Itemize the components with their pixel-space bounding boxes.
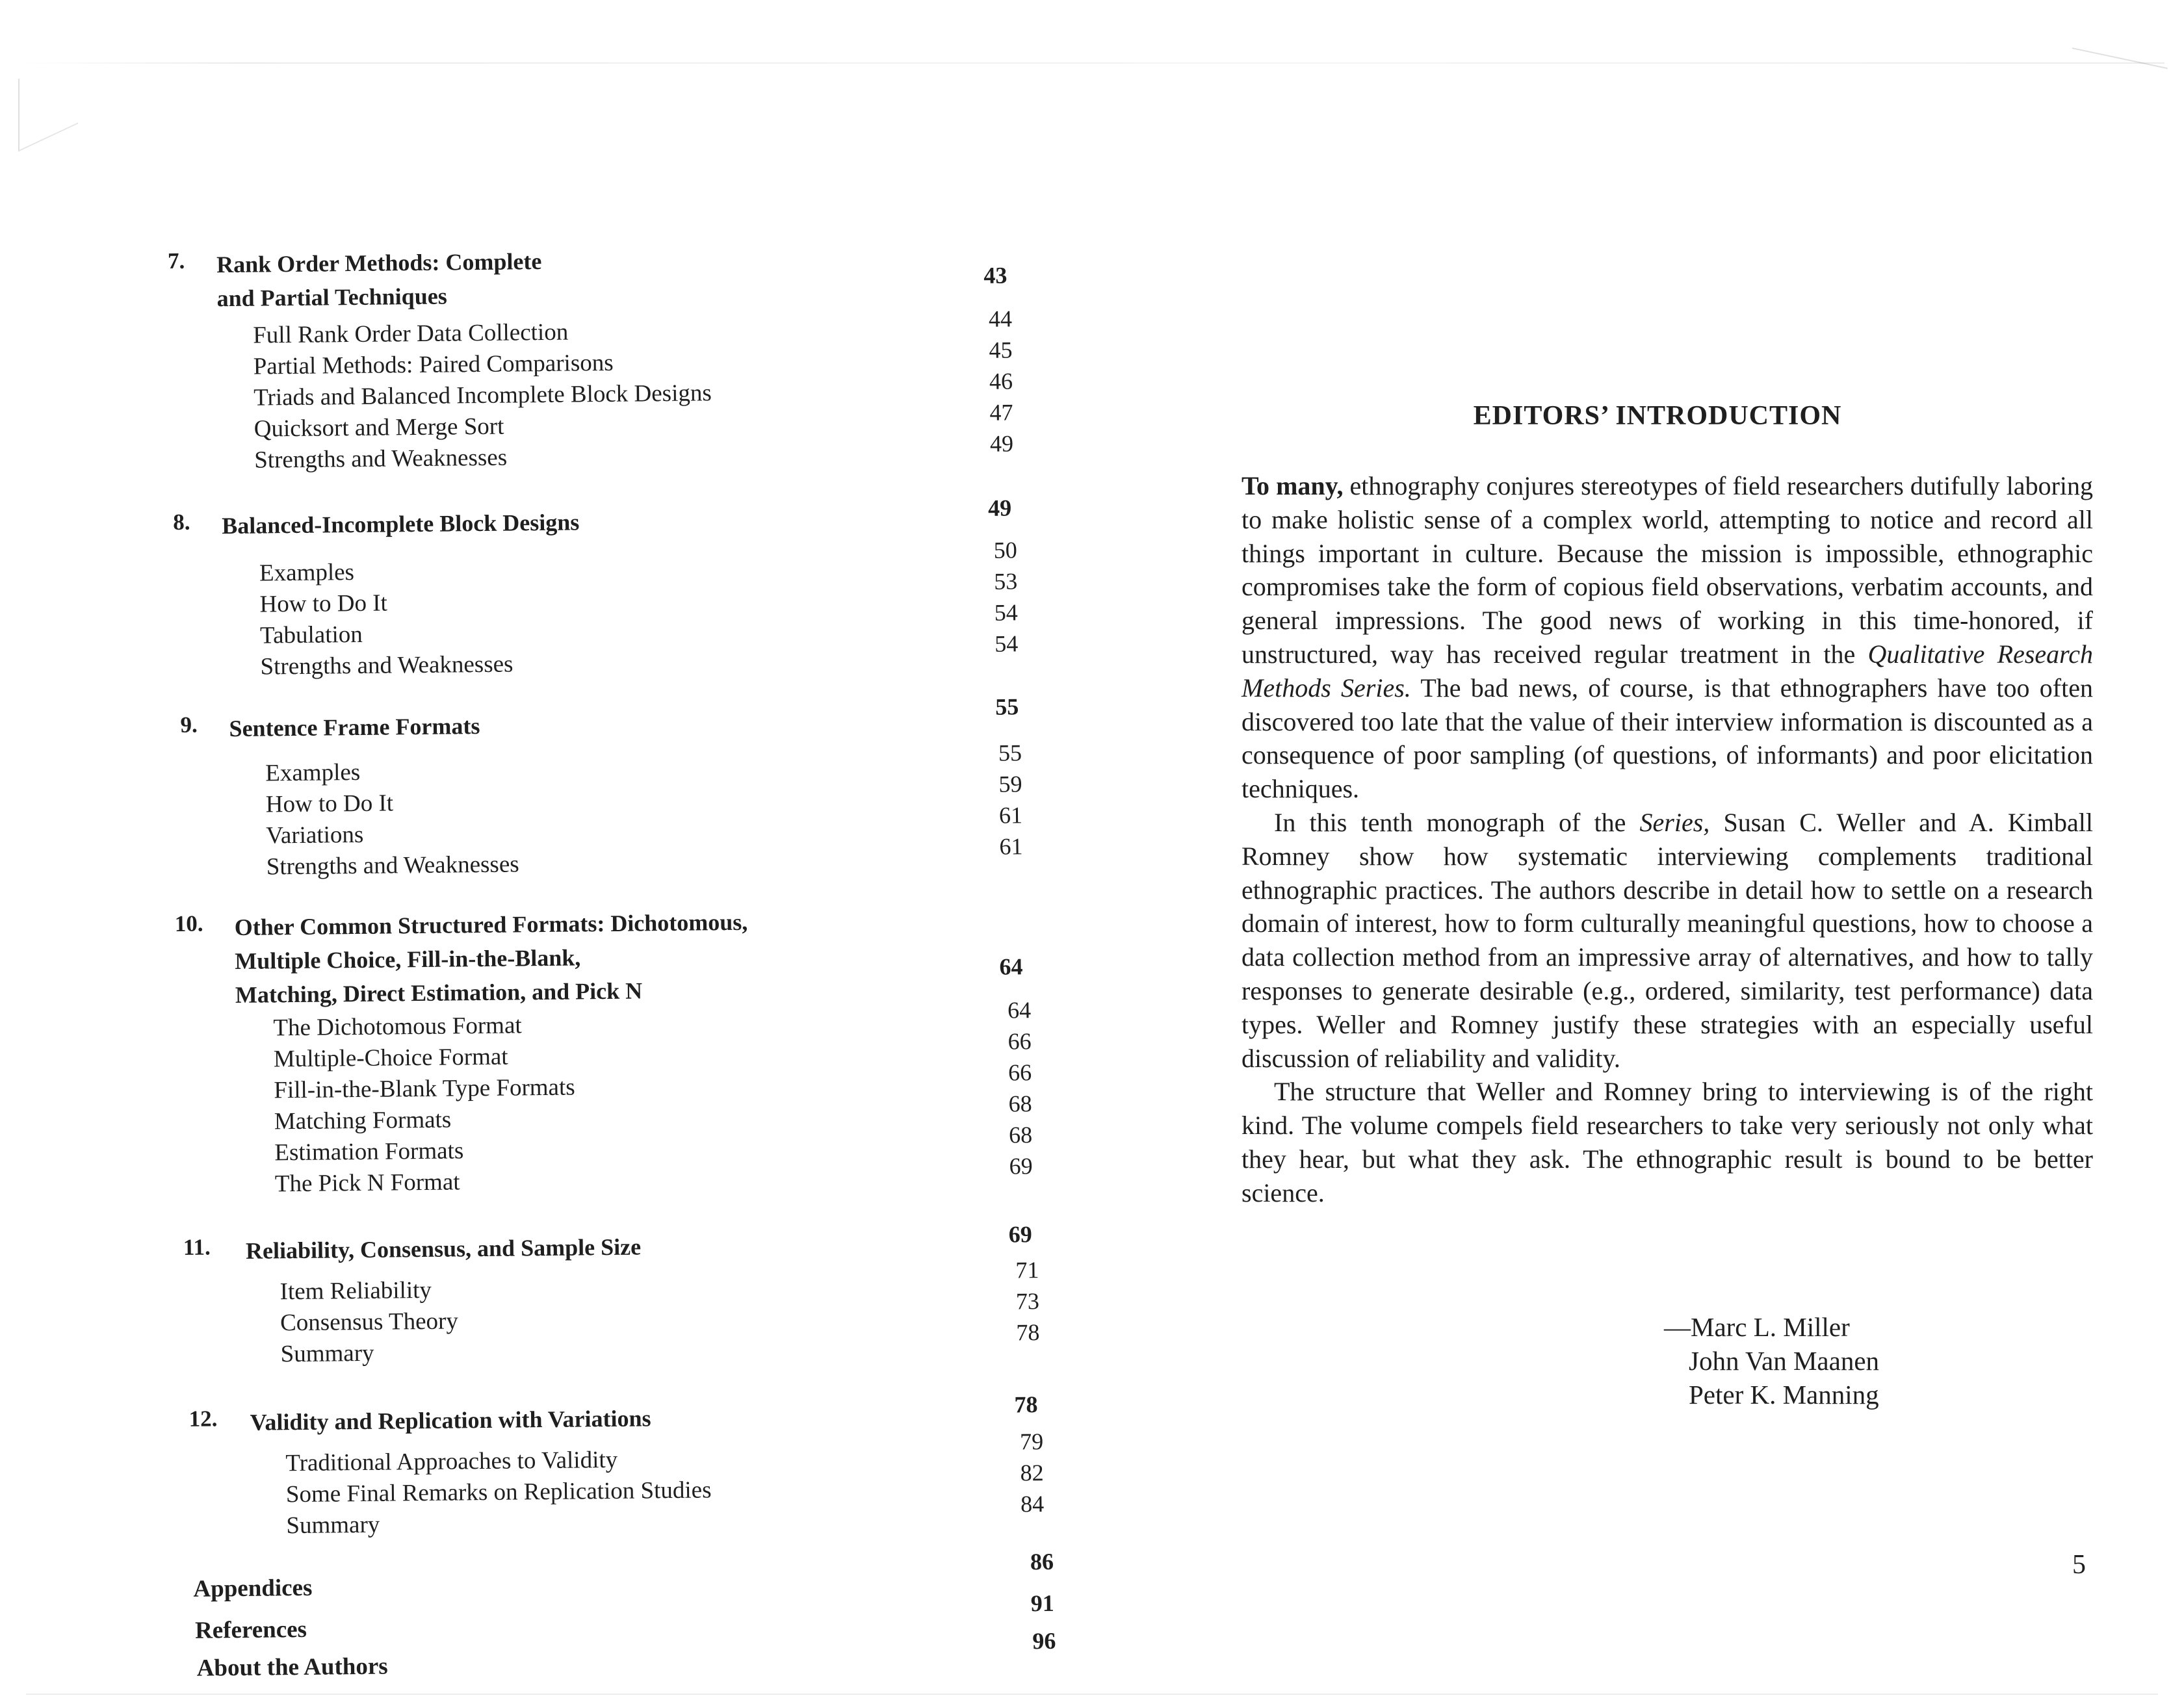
toc-section[interactable]: Matching Formats — [274, 1106, 452, 1135]
toc-section[interactable]: Variations — [266, 821, 364, 849]
section-page: 79 — [1019, 1428, 1044, 1455]
section-page: 69 — [1009, 1153, 1033, 1180]
section-page: 78 — [1016, 1319, 1040, 1346]
chapter-page: 78 — [1014, 1391, 1038, 1418]
toc-section[interactable]: Fill-in-the-Blank Type Formats — [274, 1074, 575, 1104]
toc-section[interactable]: Strengths and Weaknesses — [266, 851, 519, 881]
section-page: 66 — [1008, 1059, 1032, 1086]
section-page: 61 — [998, 802, 1023, 829]
section-page: 54 — [994, 630, 1019, 657]
chapter-title: Reliability, Consensus, and Sample Size — [245, 1233, 642, 1264]
section-page: 68 — [1008, 1090, 1032, 1117]
chapter-number: 8. — [173, 509, 190, 535]
section-page: 64 — [1007, 997, 1032, 1024]
toc-section[interactable]: Tabulation — [259, 621, 363, 649]
toc-section[interactable]: Some Final Remarks on Replication Studies — [285, 1476, 712, 1508]
toc-section[interactable]: Traditional Approaches to Validity — [285, 1446, 618, 1477]
chapter-number: 7. — [167, 248, 185, 274]
toc-section[interactable]: Partial Methods: Paired Comparisons — [253, 349, 614, 380]
intro-paragraph-1: To many, ethnography conjures stereotypes of field researchers dutifully laboring to make holistic sense of a complex world, attempting to notice and record all things important in culture. Because the mission is impossible, ethnographic compromises take the form of copious field observations, verbatim accounts, and general impressions. The good news of working in this time-honored, if unstructured, way has received regular treatment in the Qualitative Research Methods Series. The bad news, of course, is that ethnographers have too often discovered too late that the value of their interview information is discounted as a consequence of poor sampling (of questions, of informants) and poor elicitation techniques. — [1242, 471, 2093, 804]
section-page: 71 — [1015, 1257, 1039, 1283]
section-page: 46 — [989, 368, 1013, 394]
section-page: 73 — [1015, 1288, 1040, 1315]
toc-section[interactable]: How to Do It — [259, 589, 388, 618]
toc-section[interactable]: Consensus Theory — [280, 1308, 459, 1337]
toc-section[interactable]: Triads and Balanced Incomplete Block Designs — [254, 380, 712, 411]
toc-section[interactable]: Strengths and Weaknesses — [254, 444, 508, 474]
toc-references[interactable]: References — [194, 1616, 307, 1644]
section-page: 54 — [994, 599, 1018, 626]
toc-section[interactable]: How to Do It — [265, 790, 394, 818]
page-corner-mark — [2064, 47, 2168, 107]
chapter-number: 10. — [174, 910, 203, 936]
chapter-title: Balanced-Incomplete Block Designs — [222, 509, 580, 539]
chapter-number: 9. — [180, 712, 198, 738]
signatory-name: —Marc L. Miller — [1664, 1312, 1850, 1342]
section-page: 68 — [1008, 1122, 1033, 1148]
toc-section[interactable]: The Pick N Format — [274, 1168, 460, 1198]
page-number: 5 — [2072, 1550, 2086, 1580]
chapter-page: 64 — [999, 953, 1023, 980]
section-page: 84 — [1020, 1491, 1045, 1517]
toc-section[interactable]: The Dichotomous Format — [273, 1012, 522, 1042]
toc-section[interactable]: Item Reliability — [280, 1276, 432, 1306]
chapter-number: 12. — [188, 1406, 218, 1432]
toc-section[interactable]: Multiple-Choice Format — [273, 1043, 508, 1073]
references-page: 91 — [1030, 1590, 1054, 1617]
section-page: 53 — [994, 568, 1018, 595]
toc-section[interactable]: Strengths and Weaknesses — [260, 651, 514, 680]
chapter-page: 69 — [1008, 1221, 1032, 1248]
toc-section[interactable]: Estimation Formats — [274, 1137, 464, 1167]
section-page: 47 — [989, 399, 1013, 426]
toc-section[interactable]: Summary — [286, 1511, 380, 1540]
editors-introduction-body — [1242, 469, 2093, 1210]
section-page: 44 — [988, 305, 1013, 332]
signatory-name: Peter K. Manning — [1689, 1380, 1879, 1410]
section-page: 49 — [989, 430, 1014, 457]
section-page: 82 — [1020, 1460, 1044, 1486]
chapter-number: 11. — [183, 1234, 211, 1260]
toc-appendices[interactable]: Appendices — [193, 1574, 313, 1603]
chapter-title: Rank Order Methods: Complete and Partial Techniques — [216, 248, 542, 312]
section-page: 59 — [998, 771, 1022, 797]
section-page: 66 — [1008, 1028, 1032, 1055]
chapter-page: 55 — [995, 693, 1019, 720]
toc-about-the-authors[interactable]: About the Authors — [196, 1653, 388, 1682]
toc-section[interactable]: Examples — [265, 758, 361, 787]
chapter-title: Other Common Structured Formats: Dichotomous, Multiple Choice, Fill-in-the-Blank, Matching, Direct Estimation, and Pick N — [234, 909, 748, 1008]
editors-introduction-heading: EDITORS’ INTRODUCTION — [1473, 401, 1842, 431]
section-page: 50 — [993, 537, 1017, 563]
chapter-title: Sentence Frame Formats — [229, 713, 480, 742]
toc-section[interactable]: Quicksort and Merge Sort — [254, 413, 504, 443]
toc-section[interactable]: Full Rank Order Data Collection — [253, 318, 569, 349]
toc-section[interactable]: Summary — [280, 1339, 374, 1368]
section-page: 55 — [998, 740, 1022, 766]
editors-signature-block — [1664, 1310, 1879, 1412]
intro-paragraph-3: The structure that Weller and Romney bring to interviewing is of the right kind. The volume compels field researchers to take very seriously not only what they hear, but what they ask. The ethnographic result is bound to be better science. — [1242, 1077, 2093, 1207]
toc-section[interactable]: Examples — [259, 559, 355, 587]
appendices-page: 86 — [1030, 1548, 1054, 1575]
chapter-title: Validity and Replication with Variations — [250, 1405, 651, 1436]
about-authors-page: 96 — [1032, 1627, 1056, 1655]
section-page: 45 — [989, 337, 1013, 363]
chapter-page: 49 — [987, 495, 1012, 521]
chapter-page: 43 — [983, 262, 1008, 289]
intro-paragraph-2: In this tenth monograph of the Series, Susan C. Weller and A. Kimball Romney show how systematic interviewing complements traditional ethnographic practices. The authors describe in detail how to settle on a research domain of interest, how to form culturally meaningful questions, how to choose a data collection method from an impressive array of alternatives, and how to tally responses to generate desirable (e.g., ordered, similarity, test performance) data types. Weller and Romney justify these strategies with an especially useful discussion of reliability and validity. — [1242, 807, 2094, 1073]
signatory-name: John Van Maanen — [1689, 1346, 1880, 1376]
section-page: 61 — [999, 833, 1023, 860]
